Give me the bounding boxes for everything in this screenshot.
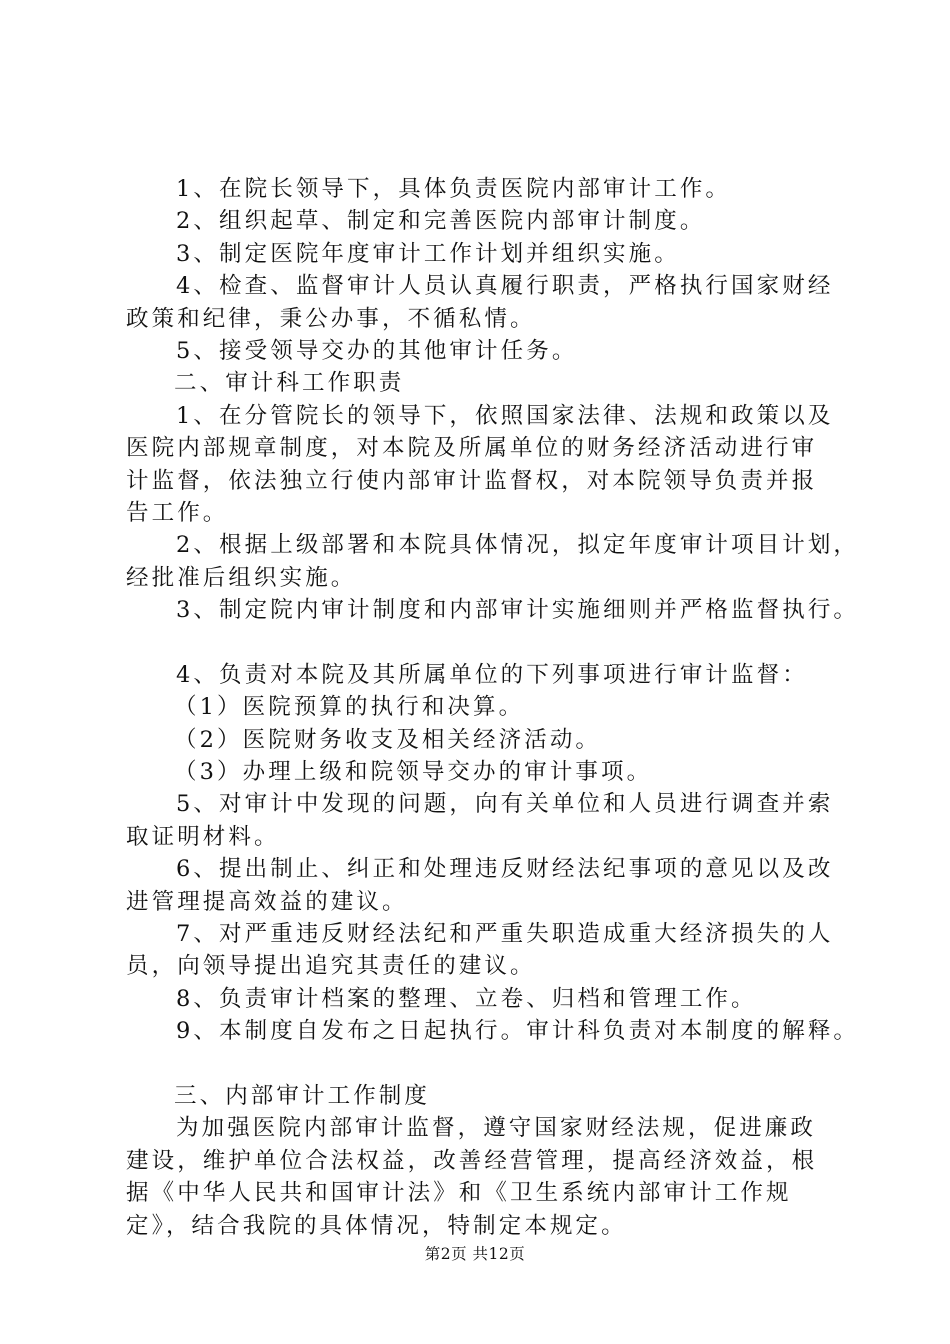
paragraph-line: 经批准后组织实施。 (126, 564, 357, 591)
paragraph-line: 9、本制度自发布之日起执行。审计科负责对本制度的解释。 (176, 1018, 860, 1045)
document-body (126, 173, 860, 1242)
blank-line (126, 626, 846, 658)
paragraph-line: 定》，结合我院的具体情况，特制定本规定。 (126, 1212, 627, 1239)
paragraph-line: 为加强医院内部审计监督，遵守国家财经法规，促进廉政 (176, 1115, 817, 1142)
section-heading: 三、内部审计工作制度 (174, 1082, 431, 1109)
paragraph-line: 8、负责审计档案的整理、立卷、归档和管理工作。 (176, 985, 757, 1012)
paragraph-line: 5、对审计中发现的问题，向有关单位和人员进行调查并索 (176, 791, 834, 818)
paragraph-line: 3、制定医院年度审计工作计划并组织实施。 (176, 240, 680, 267)
paragraph-line: 5、接受领导交办的其他审计任务。 (176, 337, 578, 364)
paragraph-line: 4、检查、监督审计人员认真履行职责，严格执行国家财经 (176, 273, 834, 300)
paragraph-line: 建设，维护单位合法权益，改善经营管理，提高经济效益，根 (126, 1147, 818, 1174)
paragraph-line: 6、提出制止、纠正和处理违反财经法纪事项的意见以及改 (176, 856, 834, 883)
paragraph-line: 告工作。 (126, 499, 229, 526)
paragraph-line: 员，向领导提出追究其责任的建议。 (126, 953, 536, 980)
paragraph-line: 2、组织起草、制定和完善医院内部审计制度。 (176, 208, 706, 235)
section-heading: 二、审计科工作职责 (174, 370, 405, 397)
paragraph-line: 计监督，依法独立行使内部审计监督权，对本院领导负责并报 (126, 467, 818, 494)
paragraph-line: 4、负责对本院及其所属单位的下列事项进行审计监督： (176, 661, 808, 688)
list-item: （2）医院财务收支及相关经济活动。 (174, 726, 602, 753)
paragraph-line: 据《中华人民共和国审计法》和《卫生系统内部审计工作规 (126, 1180, 792, 1207)
list-item: （3）办理上级和院领导交办的审计事项。 (174, 759, 653, 786)
blank-line (126, 1048, 846, 1080)
paragraph-line: 7、对严重违反财经法纪和严重失职造成重大经济损失的人 (176, 920, 834, 947)
paragraph-line: 2、根据上级部署和本院具体情况，拟定年度审计项目计划， (176, 532, 860, 559)
paragraph-line: 3、制定院内审计制度和内部审计实施细则并严格监督执行。 (176, 597, 860, 624)
page-number-footer: 第2页 共12页 (424, 1245, 526, 1263)
paragraph-line: 取证明材料。 (126, 823, 280, 850)
paragraph-line: 1、在院长领导下，具体负责医院内部审计工作。 (176, 176, 732, 202)
paragraph-line: 政策和纪律，秉公办事，不循私情。 (126, 305, 536, 332)
paragraph-line: 1、在分管院长的领导下，依照国家法律、法规和政策以及 (176, 402, 834, 429)
list-item: （1）医院预算的执行和决算。 (174, 694, 525, 721)
paragraph-line: 进管理提高效益的建议。 (126, 888, 408, 915)
paragraph-line: 医院内部规章制度，对本院及所属单位的财务经济活动进行审 (126, 435, 818, 462)
